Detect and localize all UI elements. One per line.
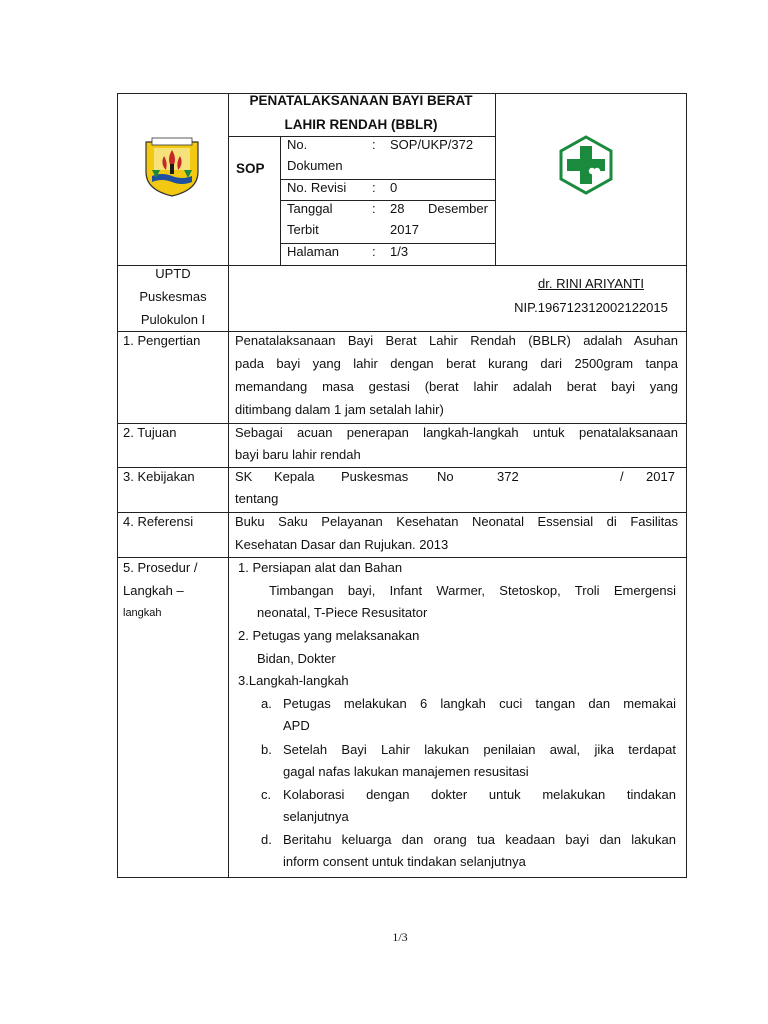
- step-text: Beritahu keluarga dan orang tua keadaan bayi dan lakukan: [283, 832, 676, 847]
- step-text: inform consent untuk tindakan selanjutnya: [283, 854, 526, 869]
- step-text: gagal nafas lakukan manajemen resusitasi: [283, 764, 529, 779]
- table-border-left: [117, 93, 118, 878]
- kebijakan-word: 2017: [646, 469, 675, 484]
- kebijakan-word: /: [620, 469, 624, 484]
- row-label-prosedur: 5. Prosedur /: [123, 560, 198, 575]
- field-halaman-value: 1/3: [390, 244, 409, 259]
- step-text: Kolaborasi dengan dokter untuk melakukan tindakan: [283, 787, 676, 802]
- prosedur-item-2-detail: Bidan, Dokter: [257, 651, 336, 666]
- referensi-line: Buku Saku Pelayanan Kesehatan Neonatal Essensial di Fasilitas: [235, 514, 678, 529]
- kebijakan-line2: tentang: [235, 491, 279, 506]
- row-label-tujuan: 2. Tujuan: [123, 425, 177, 440]
- field-tanggal-month: Desember: [428, 201, 488, 216]
- step-text: APD: [283, 718, 310, 733]
- field-tanggal-day: 28: [390, 201, 405, 216]
- org-line-name: Pulokulon I: [140, 312, 206, 327]
- pengertian-line: pada bayi yang lahir dengan berat kurang dari 2500gram tanpa: [235, 356, 678, 371]
- field-no-dokumen-colon: :: [372, 137, 376, 152]
- kebijakan-word: 372: [497, 469, 519, 484]
- prosedur-item-1-detail: neonatal, T-Piece Resusitator: [257, 605, 428, 620]
- kebijakan-word: Puskesmas: [341, 469, 409, 484]
- pengertian-line: memandang masa gestasi (berat lahir adalah berat bayi yang: [235, 379, 678, 394]
- field-halaman-label: Halaman: [287, 244, 340, 259]
- sop-divider: [280, 136, 281, 266]
- kebijakan-word: Kepala: [274, 469, 315, 484]
- field-revisi-colon: :: [372, 180, 376, 195]
- step-text: Petugas melakukan 6 langkah cuci tangan dan memakai: [283, 696, 676, 711]
- field-tanggal-label2: Terbit: [287, 222, 319, 237]
- row-label-prosedur-3: langkah: [123, 607, 162, 619]
- table-border-bottom: [117, 877, 687, 878]
- document-title-line1: PENATALAKSANAAN BAYI BERAT: [249, 93, 473, 108]
- signer-nip: NIP.196712312002122015: [514, 300, 668, 315]
- field-no-dokumen-value: SOP/UKP/372: [390, 137, 474, 152]
- org-line-puskesmas: Puskesmas: [139, 289, 207, 304]
- table-border-right: [686, 93, 687, 878]
- row-label-referensi: 4. Referensi: [123, 514, 194, 529]
- field-revisi-label: No. Revisi: [287, 180, 347, 195]
- col-divider-header: [495, 93, 496, 266]
- puskesmas-cross-logo: [556, 134, 616, 196]
- prosedur-item-2: 2. Petugas yang melaksanakan: [238, 628, 420, 643]
- row-label-prosedur-2: Langkah –: [123, 583, 184, 598]
- field-no-dokumen-label1: No.: [287, 137, 308, 152]
- step-text: Setelah Bayi Lahir lakukan penilaian awal, jika terdapat: [283, 742, 676, 757]
- field-tanggal-year: 2017: [390, 222, 419, 237]
- row-label-pengertian: 1. Pengertian: [123, 333, 201, 348]
- org-line-uptd: UPTD: [155, 266, 191, 281]
- field-no-dokumen-label2: Dokumen: [287, 158, 343, 173]
- prosedur-item-3: 3.Langkah-langkah: [238, 673, 349, 688]
- prosedur-item-1-detail: Timbangan bayi, Infant Warmer, Stetoskop, Troli Emergensi: [269, 583, 676, 598]
- kebijakan-word: No: [437, 469, 454, 484]
- pengertian-line: Penatalaksanaan Bayi Berat Lahir Rendah (BBLR) adalah Asuhan: [235, 333, 678, 348]
- step-marker: a.: [261, 696, 272, 711]
- field-halaman-colon: :: [372, 244, 376, 259]
- district-emblem-logo: [138, 134, 206, 198]
- field-revisi-value: 0: [390, 180, 398, 195]
- field-tanggal-colon: :: [372, 201, 376, 216]
- pengertian-line: ditimbang dalam 1 jam setalah lahir): [235, 402, 444, 417]
- field-tanggal-label1: Tanggal: [287, 201, 333, 216]
- tujuan-line: bayi baru lahir rendah: [235, 447, 361, 462]
- step-text: selanjutnya: [283, 809, 349, 824]
- col-divider-1: [228, 93, 229, 878]
- document-title-line2: LAHIR RENDAH (BBLR): [284, 117, 438, 132]
- page-number: 1/3: [392, 930, 408, 944]
- prosedur-item-1: 1. Persiapan alat dan Bahan: [238, 560, 403, 575]
- tujuan-line: Sebagai acuan penerapan langkah-langkah untuk penatalaksanaan: [235, 425, 678, 440]
- step-marker: b.: [261, 742, 272, 757]
- row-label-kebijakan: 3. Kebijakan: [123, 469, 195, 484]
- step-marker: c.: [261, 787, 272, 802]
- sop-label: SOP: [236, 161, 265, 176]
- step-marker: d.: [261, 832, 272, 847]
- signer-name: dr. RINI ARIYANTI: [538, 276, 644, 291]
- referensi-line: Kesehatan Dasar dan Rujukan. 2013: [235, 537, 449, 552]
- kebijakan-word: SK: [235, 469, 253, 484]
